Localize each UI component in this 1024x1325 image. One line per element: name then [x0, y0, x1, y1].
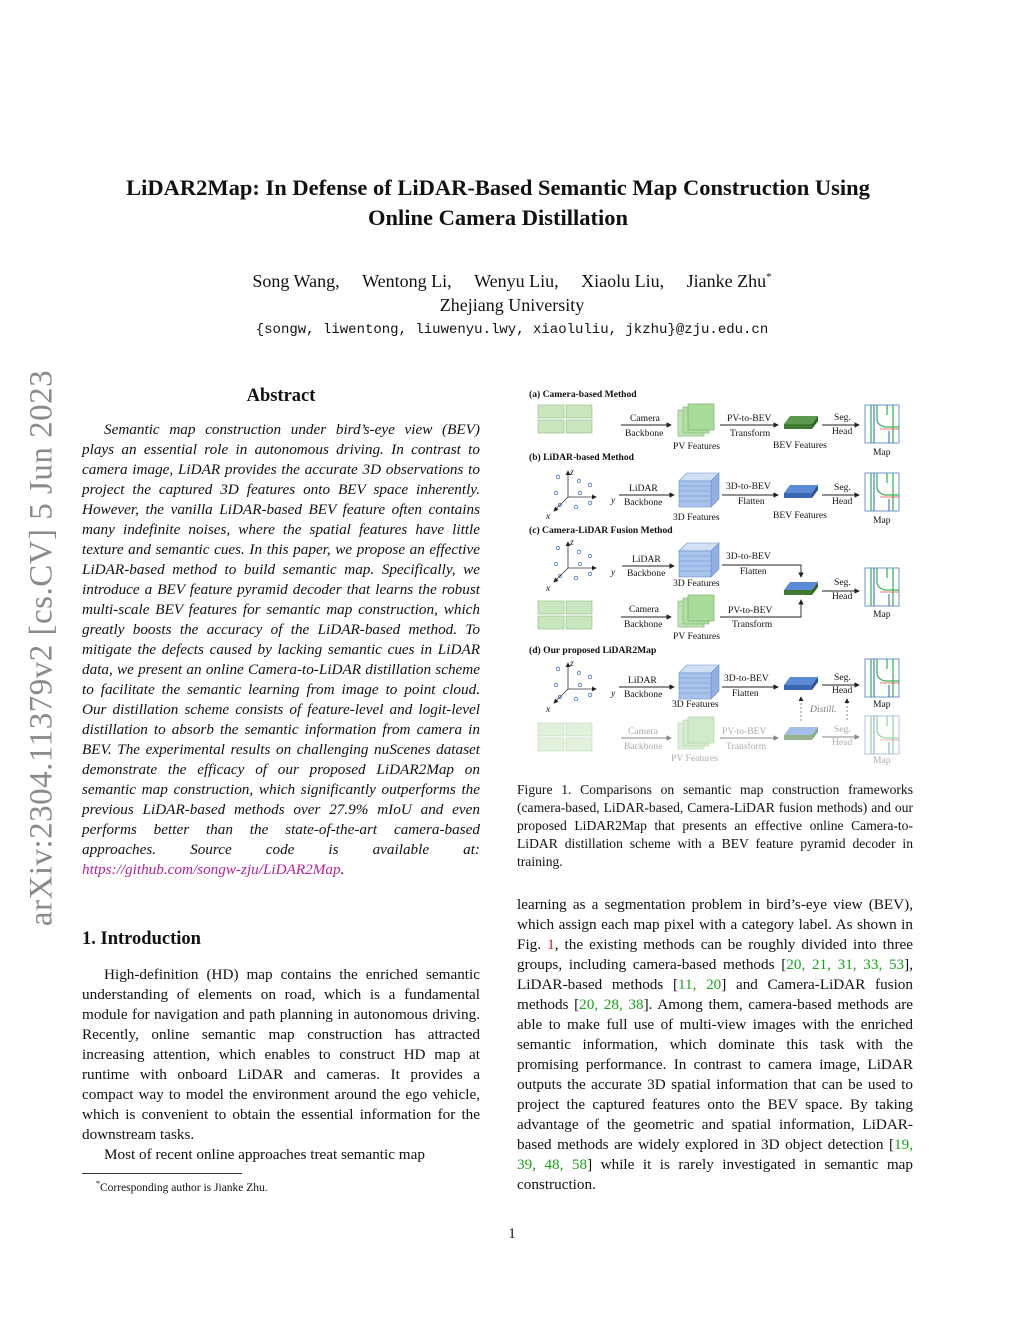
axis-x: x [546, 704, 551, 715]
features-3d-block [679, 543, 719, 577]
pv-to-bev-label: PV-to-BEV [728, 605, 773, 616]
arxiv-id: arXiv:2304.11379v2 [cs.CV] 5 Jun 2023 [23, 369, 60, 927]
camera-images [538, 405, 592, 433]
svg-text:PV Features: PV Features [671, 753, 718, 764]
pv-features-block [678, 595, 714, 627]
lidar-label: LiDAR [632, 554, 661, 565]
author-list [90, 271, 934, 292]
citation-link[interactable]: 20, 28, 38 [579, 996, 644, 1013]
axis-y: y [611, 567, 616, 578]
arxiv-stamp [22, 368, 62, 928]
corresponding-mark: * [766, 271, 772, 283]
pv-features-label: PV Features [673, 441, 720, 452]
transform-label: Transform [730, 428, 771, 439]
3d-to-bev-label: 3D-to-BEV [726, 551, 771, 562]
point-cloud [554, 663, 596, 703]
map-output [865, 659, 899, 697]
panel-a-label: (a) Camera-based Method [529, 389, 637, 400]
bev-feature-block [784, 485, 818, 498]
flatten-label: Flatten [740, 566, 767, 577]
flatten-label: Flatten [738, 496, 765, 507]
backbone-label: Backbone [627, 568, 666, 579]
title-line-2: Online Camera Distillation [368, 205, 628, 230]
bev-features-label: BEV Features [773, 510, 827, 521]
seg-label: Seg. [834, 412, 851, 423]
lidar-label: LiDAR [628, 675, 657, 686]
features-3d-block [679, 473, 719, 507]
figure-caption: Figure 1. Comparisons on semantic map construction frameworks (camera-based, LiDAR-based, Camera-LiDAR fusion methods) and our proposed LiDAR2Map that presents an effective online Camera-to-LiDAR distillation scheme with a BEV feature pyramid decoder in training. [517, 782, 913, 869]
pv-features-label: PV Features [673, 631, 720, 642]
citation-link[interactable]: 11, 20 [678, 976, 722, 993]
axis-y: y [611, 688, 616, 699]
email-list: {songw, liwentong, liuwenyu.lwy, xiaoluliu, jkzhu}@zju.edu.cn [255, 322, 769, 338]
code-link[interactable]: https://github.com/songw-zju/LiDAR2Map [82, 861, 341, 878]
author: Jianke Zhu* [686, 271, 772, 291]
backbone-label: Backbone [625, 428, 664, 439]
axis-z: z [570, 467, 574, 478]
abstract-text: Semantic map construction under bird’s-eye view (BEV) plays an essential role in autonomous driving. In contrast to camera image, LiDAR provides the accurate 3D observations to project the captured 3D features onto BEV space inherently. However, the vanilla LiDAR-based BEV feature often contains many indefinite noises, where the spatial features have little texture and semantic cues. In this paper, we propose an effective LiDAR-based method to build semantic map. Specifically, we introduce a BEV feature pyramid decoder that learns the robust multi-scale BEV features for semantic map construction, which greatly boosts the accuracy of the LiDAR-based method. To mitigate the defects caused by lacking semantic cues in LiDAR data, we present an online Camera-to-LiDAR distillation scheme to facilitate the semantic learning from image to point cloud. Our distillation scheme consists of feature-level and logit-level distillation to absorb the semantic information from camera in BEV. The experimental results on challenging nuScenes dataset demonstrate the efficacy of our proposed LiDAR2Map on semantic map construction, which significantly outperforms the previous LiDAR-based methods over 27.9% mIoU and even performs better than the state-of-the-art camera-based approaches. Source code is available at: [82, 421, 480, 858]
svg-text:PV-to-BEV: PV-to-BEV [722, 726, 767, 737]
axis-x: x [546, 583, 551, 594]
figure-ref-link[interactable]: 1 [547, 936, 555, 953]
svg-text:Backbone: Backbone [624, 741, 663, 752]
features-3d-label: 3D Features [673, 578, 720, 589]
author: Wentong Li, [362, 271, 452, 291]
citation-link[interactable]: 19, 39, 48, 58 [517, 1136, 913, 1173]
axis-x: x [546, 511, 551, 522]
map-output [865, 473, 899, 511]
panel-c-label: (c) Camera-LiDAR Fusion Method [529, 525, 673, 536]
affiliation: Zhejiang University [439, 295, 585, 315]
map-label: Map [873, 515, 891, 526]
svg-text:Map: Map [873, 755, 891, 766]
seg-label: Seg. [834, 482, 851, 493]
axis-y: y [611, 495, 616, 506]
author: Xiaolu Liu, [581, 271, 665, 291]
features-3d-block [679, 665, 719, 699]
camera-label: Camera [630, 413, 660, 424]
svg-text:Seg.: Seg. [834, 724, 851, 735]
panel-d-label: (d) Our proposed LiDAR2Map [529, 645, 657, 656]
abstract-heading: Abstract [246, 386, 316, 406]
map-label: Map [873, 609, 891, 620]
svg-text:Transform: Transform [726, 741, 767, 752]
author: Wenyu Liu, [474, 271, 559, 291]
map-label: Map [873, 447, 891, 458]
figure-1 [516, 385, 914, 770]
pv-to-bev-label: PV-to-BEV [727, 413, 772, 424]
seg-label: Seg. [834, 672, 851, 683]
camera-images [538, 601, 592, 629]
paper-title [90, 173, 906, 233]
point-cloud [554, 542, 596, 582]
author: Song Wang, [252, 271, 340, 291]
page-number: 1 [508, 1226, 516, 1242]
distill-label: Distill. [810, 704, 837, 715]
camera-label: Camera [629, 604, 659, 615]
bev-feature-block [784, 677, 818, 690]
lidar-label: LiDAR [629, 483, 658, 494]
footnote: *Corresponding author is Jianke Zhu. [96, 1179, 268, 1194]
fused-bev-block [784, 582, 818, 595]
3d-to-bev-label: 3D-to-BEV [726, 481, 771, 492]
backbone-label: Backbone [624, 497, 663, 508]
citation-link[interactable]: 20, 21, 31, 33, 53 [786, 956, 905, 973]
panel-b-label: (b) LiDAR-based Method [529, 452, 635, 463]
flatten-label: Flatten [732, 688, 759, 699]
intro-body [82, 965, 480, 1165]
map-output [865, 568, 899, 606]
axis-z: z [570, 537, 574, 548]
point-cloud [554, 471, 596, 511]
intro-heading: 1. Introduction [82, 929, 201, 949]
title-line-1: LiDAR2Map: In Defense of LiDAR-Based Semantic Map Construction Using [126, 175, 870, 200]
bev-features-label: BEV Features [773, 440, 827, 451]
abstract-body: Semantic map construction under bird’s-eye view (BEV) plays an essential role in autonomous driving. In contrast to camera image, LiDAR provides the accurate 3D observations to project the captured 3D features onto BEV space inherently. However, the vanilla LiDAR-based BEV feature often contains many indefinite noises, where the spatial features have little texture and semantic cues. In this paper, we propose an effective LiDAR-based method to build semantic map. Specifically, we introduce a BEV feature pyramid decoder that learns the robust multi-scale BEV features for semantic map construction, which greatly boosts the accuracy of the LiDAR-based method. To mitigate the defects caused by lacking semantic cues in LiDAR data, we present an online Camera-to-LiDAR distillation scheme to facilitate the semantic learning from image to point cloud. Our distillation scheme consists of feature-level and logit-level distillation to absorb the semantic information from camera in BEV. The experimental results on challenging nuScenes dataset demonstrate the efficacy of our proposed LiDAR2Map on semantic map construction, which significantly outperforms the previous LiDAR-based methods over 27.9% mIoU and even performs better than the state-of-the-art camera-based approaches. Source code is available at: https://github.com/songw-zju/LiDAR2Map. [82, 421, 480, 878]
features-3d-label: 3D Features [673, 512, 720, 523]
backbone-label: Backbone [624, 689, 663, 700]
map-label: Map [873, 699, 891, 710]
features-3d-label: 3D Features [672, 699, 719, 710]
pv-features-block [678, 404, 714, 436]
head-label: Head [832, 591, 853, 602]
svg-text:Head: Head [832, 737, 853, 748]
head-label: Head [832, 426, 853, 437]
transform-label: Transform [732, 619, 773, 630]
head-label: Head [832, 685, 853, 696]
teacher-camera-branch [538, 716, 899, 766]
right-column-text: learning as a segmentation problem in bird’s-eye view (BEV), which assign each map pixel with a category label. As shown in Fig. 1, the existing methods can be roughly divided into three groups, including camera-based methods [20, 21, 31, 33, 53], LiDAR-based methods [11, 20] and Camera-LiDAR fusion methods [20, 28, 38]. Among them, camera-based methods are able to make full use of multi-view images with the enriched semantic information, which dominate this task with the promising performance. In contrast to camera image, LiDAR outputs the accurate 3D spatial information that can be used to project the captured features onto the BEV space. By taking advantage of the geometric and spatial information, LiDAR-based methods are widely explored in 3D object detection [19, 39, 48, 58] while it is rarely investigated in semantic map construction. [517, 896, 914, 1193]
svg-text:Camera: Camera [628, 726, 658, 737]
footnote-rule [82, 1173, 242, 1174]
head-label: Head [832, 496, 853, 507]
intro-paragraph-2: Most of recent online approaches treat semantic map [104, 1146, 425, 1163]
axis-z: z [570, 658, 574, 669]
map-output [865, 405, 899, 443]
intro-paragraph-1: High-definition (HD) map contains the enriched semantic understanding of elements on road, which is a fundamental module for navigation and path planning in autonomous driving. Recently, online semantic map construction has attracted increasing attention, which enables to construct HD map at runtime with onboard LiDAR and cameras. It provides a compact way to model the environment around the ego vehicle, which is convenient to obtain the essential information for the downstream tasks. [82, 966, 480, 1143]
bev-feature-block [784, 416, 818, 429]
3d-to-bev-label: 3D-to-BEV [724, 673, 769, 684]
backbone-label: Backbone [624, 619, 663, 630]
seg-label: Seg. [834, 577, 851, 588]
